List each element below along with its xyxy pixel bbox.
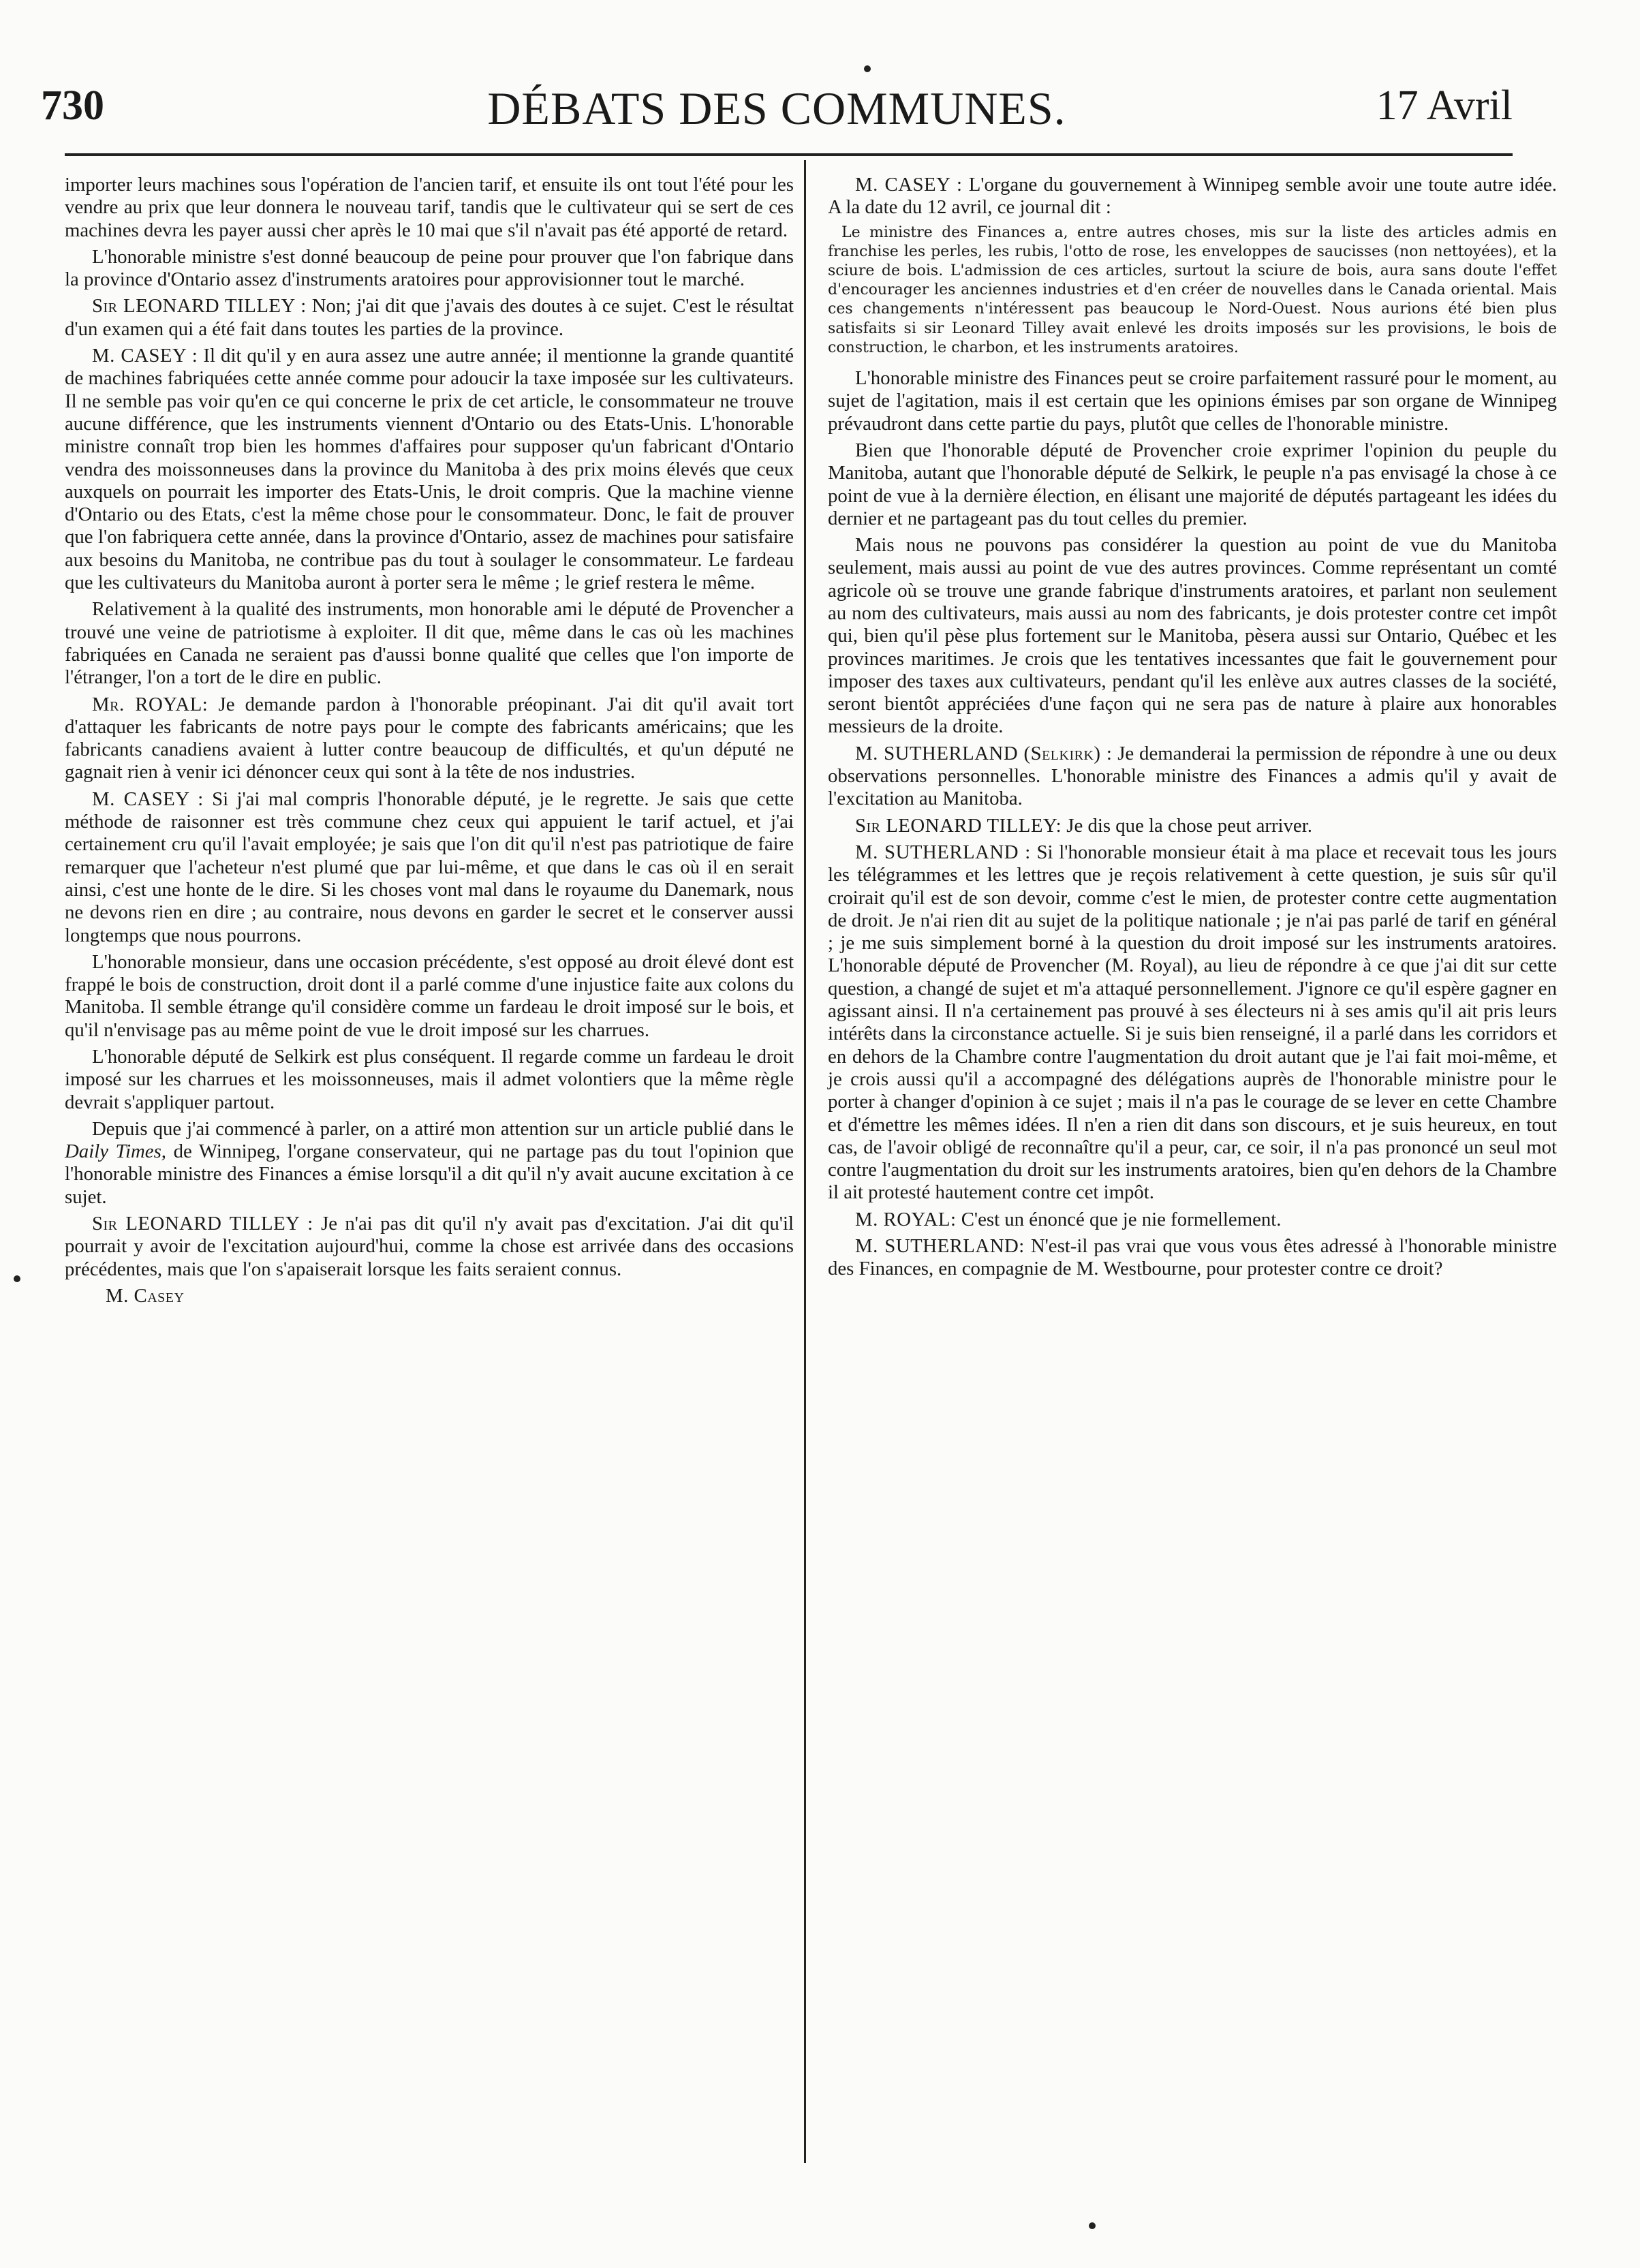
right-column	[828, 174, 1557, 1285]
paragraph-text: Si j'ai mal compris l'honorable député, je le regrette. Je sais que cette méthode de raisonner est très commune chez ceux qui appuient le tarif actuel, et j'ai certainement cru qu'il l'avait employée; je sais que l'on dit qu'il n'est pas patriotique de faire remarquer que l'acheteur n'est plumé que par lui-même, et que dans le cas où il en serait ainsi, c'est une honte de le dire. Si les choses vont mal dans le royaume du Danemark, nous ne devons rien en dire ; au contraire, nous devons en garder le secret et le conserver aussi longtemps que nous pourrons.	[65, 788, 794, 946]
speaker-name: Sir LEONARD TILLEY :	[92, 295, 307, 317]
left-column	[65, 174, 794, 1311]
paragraph	[828, 815, 1557, 837]
paragraph	[828, 1209, 1557, 1231]
paragraph-text: Je dis que la chose peut arriver.	[1066, 814, 1312, 837]
page-date: 17 Avril	[1376, 82, 1513, 129]
page-number: 730	[41, 82, 104, 129]
print-speck	[1089, 2222, 1096, 2229]
paragraph-text: Il dit qu'il y en aura assez une autre année; il mentionne la grande quantité de machines fabriquées cette année comme pour adoucir la taxe imposée sur les cultivateurs. Il ne semble pas voir qu'en ce qui concerne le prix de cet article, le consommateur ne trouve aucune différence, que les instruments viennent d'Ontario ou des Etats-Unis. L'honorable ministre connaît trop bien les hommes d'affaires pour supposer qu'un fabricant d'Ontario vendra des moissonneuses dans la province du Manitoba à des prix moins élevés que ceux auxquels on pourrait les importer des Etats-Unis, le droit compris. Que la machine vienne d'Ontario ou des Etats, c'est la même chose pour le consommateur. Donc, le fait de prouver que l'on fabriquera cette année, dans la province d'Ontario, assez de machines pour satisfaire aux besoins du Manitoba, ne contribue pas du tout à soulager le consommateur. Le fardeau que les cultivateurs du Manitoba auront à porter sera le même ; le grief restera le même.	[65, 345, 794, 594]
paragraph	[65, 694, 794, 784]
paragraph	[65, 1046, 794, 1114]
paragraph-text: Relativement à la qualité des instruments, mon honorable ami le député de Provencher a trouvé une veine de patriotisme à exploiter. Il dit que, même dans le cas où les machines fabriquées en Canada ne seraient pas d'aussi bonne qualité que celles que l'on importe de l'étranger, l'on a tort de le dire en public.	[65, 598, 794, 689]
paragraph	[65, 1213, 794, 1281]
paragraph	[828, 174, 1557, 219]
paragraph-text: C'est un énoncé que je nie formellement.	[961, 1208, 1282, 1230]
paragraph	[65, 246, 794, 292]
paragraph-text: L'honorable député de Selkirk est plus conséquent. Il regarde comme un fardeau le droit imposé sur les charrues et les moissonneuses, mais il admet volontiers que la même règle devrait s'appliquer partout.	[65, 1045, 794, 1113]
speaker-name: M. SUTHERLAND (Selkirk) :	[855, 742, 1113, 764]
paragraph-text: Je n'ai pas dit qu'il n'y avait pas d'excitation. J'ai dit qu'il pourrait y avoir de l'excitation aujourd'hui, comme la chose est arrivée dans des occasions précédentes, mais que l'on s'apaiserait lorsque les faits seraient connus.	[65, 1213, 794, 1280]
paragraph-text: Bien que l'honorable député de Provencher croie exprimer l'opinion du peuple du Manitoba, autant que l'honorable député de Selkirk, le peuple n'a pas envisagé la chose à ce point de vue à la dernière élection, en élisant une majorité de députés partageant les idées du dernier et ne partageant pas du tout celles du premier.	[828, 439, 1557, 529]
speaker-name: M. ROYAL:	[855, 1208, 957, 1230]
paragraph	[65, 951, 794, 1042]
paragraph	[828, 439, 1557, 530]
paragraph-text: Depuis que j'ai commencé à parler, on a attiré mon attention sur un article publié dans le	[92, 1117, 794, 1140]
paragraph	[828, 841, 1557, 1205]
paragraph	[65, 788, 794, 947]
paragraph-text: importer leurs machines sous l'opération de l'ancien tarif, et ensuite ils ont tout l'été pour les vendre au prix que leur donnera le nouveau tarif, tandis que le cultivateur qui se sert de ces machines devra les payer aussi cher après le 10 mai que s'il n'avait pas été apporté de retard.	[65, 174, 794, 241]
catchword-signature: M. Casey	[106, 1284, 185, 1307]
paragraph	[828, 1235, 1557, 1281]
paragraph	[65, 295, 794, 341]
header-rule	[65, 153, 1513, 156]
paragraph	[65, 345, 794, 594]
speaker-name: M. SUTHERLAND:	[855, 1235, 1025, 1257]
paragraph	[65, 174, 794, 242]
speaker-name: M. CASEY :	[855, 174, 963, 196]
publication-title: Daily Times,	[65, 1140, 166, 1163]
paragraph	[65, 598, 794, 689]
page-title: DÉBATS DES COMMUNES.	[487, 82, 1066, 134]
paragraph-text: L'honorable ministre s'est donné beaucoup de peine pour prouver que l'on fabrique dans la province d'Ontario assez d'instruments aratoires pour approvisionner tout le marché.	[65, 245, 794, 291]
speaker-name: M. CASEY :	[92, 345, 198, 367]
speaker-name: M. CASEY :	[92, 788, 204, 810]
page-header	[41, 82, 1513, 157]
speaker-name: Sir LEONARD TILLEY:	[855, 814, 1062, 837]
paragraph-text: L'organe du gouvernement à Winnipeg semble avoir une toute autre idée. A la date du 12 avril, ce journal dit :	[828, 174, 1557, 219]
paragraph-text: N'est-il pas vrai que vous vous êtes adressé à l'honorable ministre des Finances, en compagnie de M. Westbourne, pour protester contre ce droit?	[828, 1235, 1558, 1280]
paragraph-text: Mais nous ne pouvons pas considérer la question au point de vue du Manitoba seulement, mais aussi au point de vue des autres provinces. Comme représentant un comté agricole où se trouve une grande fabrique d'instruments aratoires, et parlant non seulement au nom des cultivateurs, mais aussi au nom des fabricants, je dois protester contre cet impôt qui, bien qu'il pèse plus fortement sur le Manitoba, pèsera aussi sur Ontario, Québec et les provinces maritimes. Je crois que les tentatives incessantes que fait le gouvernement pour imposer des taxes aux cultivateurs, pendant qu'il les enlève aux autres classes de la société, seront bientôt appréciées d'une façon qui ne sera pas de nature à plaire aux honorables messieurs de la droite.	[828, 534, 1557, 738]
paragraph	[828, 367, 1557, 435]
paragraph	[828, 534, 1557, 739]
speaker-name: M. SUTHERLAND :	[855, 841, 1031, 863]
column-divider	[804, 160, 806, 2163]
quoted-excerpt: Le ministre des Finances a, entre autres choses, mis sur la liste des articles admis en franchise les perles, les rubis, l'otto de rose, les enveloppes de saucisses (non nettoyées), et la sciure de bois. L'admission de ces articles, surtout la sciure de bois, aura sans doute l'effet d'encourager les anciennes industries et d'en créer de nouvelles dans le Canada oriental. Mais ces changements n'intéressent pas beaucoup le Nord-Ouest. Nous aurions été bien plus satisfaits si sir Leonard Tilley avait enlevé les droits imposés sur les provisions, le bois de construction, le charbon, et les instruments aratoires.	[828, 223, 1557, 356]
paragraph	[65, 1118, 794, 1209]
print-speck	[864, 65, 871, 72]
speaker-name: Mr. ROYAL:	[92, 693, 208, 715]
paragraph	[828, 743, 1557, 811]
print-speck	[14, 1275, 20, 1282]
paragraph-text: Je demanderai la permission de répondre à une ou deux observations personnelles. L'honorable ministre des Finances a admis qu'il y avait de l'excitation au Manitoba.	[828, 742, 1557, 810]
paragraph-text: Je demande pardon à l'honorable préopinant. J'ai dit qu'il avait tort d'attaquer les fabricants de notre pays pour le compte des fabricants américains; que les fabricants canadiens avaient à lutter contre beaucoup de difficultés, et qu'un député ne gagnait rien à venir ici dénoncer ceux qui sont à la tête de nos industries.	[65, 693, 794, 783]
paragraph-text: Si l'honorable monsieur était à ma place et recevait tous les jours les télégrammes et les lettres que je reçois relativement à cette question, je suis sûr qu'il croirait qu'il est de son devoir, comme c'est le mien, de protester contre cette augmentation de droit. Je n'ai rien dit au sujet de la politique nationale ; je n'ai pas parlé de tarif en général ; je me suis simplement borné à la question du droit imposé sur les instruments aratoires. L'honorable député de Provencher (M. Royal), au lieu de répondre à ce que j'ai dit sur cette question, a changé de sujet et m'a attaqué personnellement. J'ignore ce qu'il espère gagner en agissant ainsi. Il n'a certainement pas prouvé à ses électeurs ni à ses amis qu'il ait pris leurs intérêts dans la circonstance actuelle. Si je suis bien renseigné, il a parlé dans les corridors et en dehors de la Chambre contre l'augmentation du droit autant que je l'ai fait moi-même, et je crois aussi qu'il a accompagné des délégations auprès de l'honorable ministre pour le porter à changer d'opinion à ce sujet ; mais il n'a pas le courage de se lever en cette Chambre et d'émettre les mêmes idées. Il n'en a rien dit dans son discours, et je suis heureux, en tout cas, de l'avoir obligé de reconnaître qu'il a peur, car, ce soir, il n'a pas prononcé un seul mot contre l'augmentation du droit sur les instruments aratoires, bien qu'en dehors de la Chambre il ait protesté hautement contre cet impôt.	[828, 841, 1557, 1204]
paragraph-text: L'honorable monsieur, dans une occasion précédente, s'est opposé au droit élevé dont est frappé le bois de construction, droit dont il a parlé comme d'une injustice faite aux colons du Manitoba. Il semble étrange qu'il considère comme un fardeau le droit imposé sur le bois, et qu'il n'envisage pas au même point de vue le droit imposé sur les charrues.	[65, 950, 794, 1041]
paragraph-text: L'honorable ministre des Finances peut se croire parfaitement rassuré pour le moment, au sujet de l'agitation, mais il est certain que les opinions émises par son organe de Winnipeg prévaudront dans cette partie du pays, plutôt que celles de l'honorable ministre.	[828, 367, 1557, 435]
paragraph-text: Non; j'ai dit que j'avais des doutes à ce sujet. C'est le résultat d'un examen qui a été fait dans toutes les parties de la province.	[65, 295, 794, 340]
speaker-name: Sir LEONARD TILLEY :	[92, 1213, 313, 1235]
paragraph-text: de Winnipeg, l'organe conservateur, qui ne partage pas du tout l'opinion que l'honorable ministre des Finances a émise lorsqu'il a dit qu'il n'y avait aucune excitation à ce sujet.	[65, 1140, 794, 1208]
